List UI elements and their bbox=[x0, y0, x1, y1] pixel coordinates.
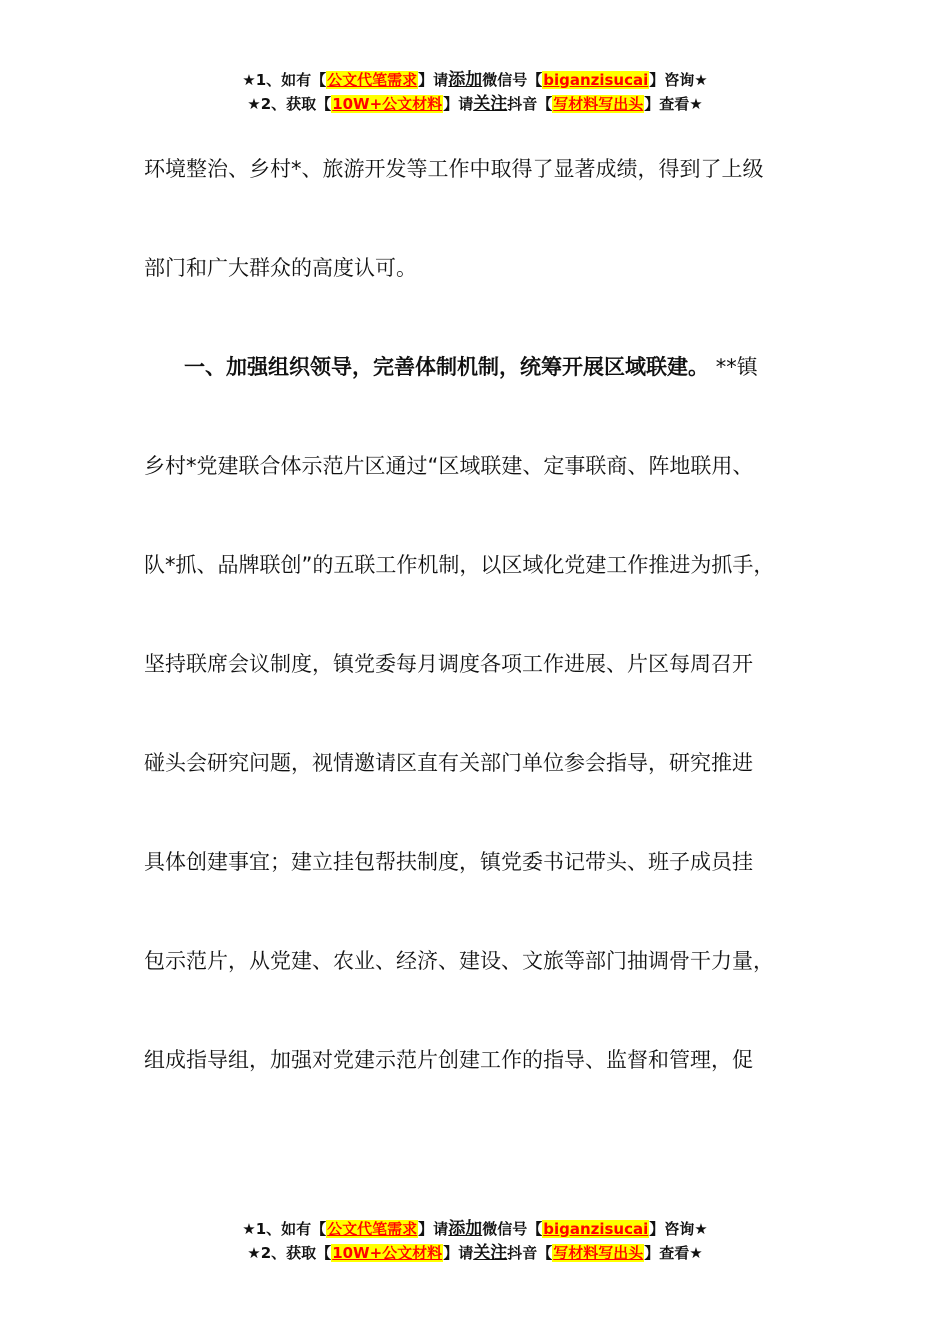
header-promo-banner bbox=[0, 68, 950, 116]
promo-text: 抖音【 bbox=[507, 95, 553, 113]
promo-emphasis: 关注 bbox=[473, 94, 508, 114]
body-line: 队*抓、品牌联创”的五联工作机制，以区域化党建工作推进为抓手， bbox=[144, 553, 775, 577]
body-line: 部门和广大群众的高度认可。 bbox=[144, 256, 417, 280]
promo-text: 】咨询★ bbox=[649, 71, 708, 89]
promo-text: 】请 bbox=[418, 71, 449, 89]
promo-line-1 bbox=[0, 1217, 950, 1241]
promo-text: 】查看★ bbox=[644, 95, 703, 113]
promo-emphasis: 添加 bbox=[448, 70, 483, 90]
section-heading: 一、加强组织领导，完善体制机制，统筹开展区域联建。 bbox=[184, 355, 709, 379]
body-line: 坚持联席会议制度，镇党委每月调度各项工作进展、片区每周召开 bbox=[144, 652, 753, 676]
promo-text: ★2、获取【 bbox=[247, 1244, 332, 1262]
promo-line-1 bbox=[0, 68, 950, 92]
body-line: 具体创建事宜；建立挂包帮扶制度，镇党委书记带头、班子成员挂 bbox=[144, 850, 753, 874]
body-line: 环境整治、乡村*、旅游开发等工作中取得了显著成绩，得到了上级 bbox=[144, 157, 764, 181]
promo-highlight-wechat: biganzisucai bbox=[543, 1220, 649, 1238]
promo-highlight-douyin: 写材料写出头 bbox=[553, 1244, 644, 1262]
body-line: 碰头会研究问题，视情邀请区直有关部门单位参会指导，研究推进 bbox=[144, 751, 753, 775]
promo-text: 】请 bbox=[443, 95, 474, 113]
promo-text: ★2、获取【 bbox=[247, 95, 332, 113]
promo-text: 】咨询★ bbox=[649, 1220, 708, 1238]
promo-text: ★1、如有【 bbox=[242, 1220, 327, 1238]
promo-highlight-service: 公文代笔需求 bbox=[327, 1220, 418, 1238]
promo-text: 】请 bbox=[443, 1244, 474, 1262]
promo-text: ★1、如有【 bbox=[242, 71, 327, 89]
promo-highlight-wechat: biganzisucai bbox=[543, 71, 649, 89]
promo-emphasis: 添加 bbox=[448, 1219, 483, 1239]
body-line: 乡村*党建联合体示范片区通过“区域联建、定事联商、阵地联用、 bbox=[144, 454, 754, 478]
promo-text: 】请 bbox=[418, 1220, 449, 1238]
promo-line-2 bbox=[0, 1241, 950, 1265]
body-line: 包示范片，从党建、农业、经济、建设、文旅等部门抽调骨干力量， bbox=[144, 949, 774, 973]
promo-emphasis: 关注 bbox=[473, 1243, 508, 1263]
promo-text: 】查看★ bbox=[644, 1244, 703, 1262]
body-line: 组成指导组，加强对党建示范片创建工作的指导、监督和管理，促 bbox=[144, 1048, 753, 1072]
promo-highlight-materials: 10W+公文材料 bbox=[332, 95, 443, 113]
promo-highlight-douyin: 写材料写出头 bbox=[553, 95, 644, 113]
footer-promo-banner bbox=[0, 1217, 950, 1265]
document-body bbox=[144, 120, 834, 1110]
promo-line-2 bbox=[0, 92, 950, 116]
promo-text: 微信号【 bbox=[482, 71, 543, 89]
promo-highlight-materials: 10W+公文材料 bbox=[332, 1244, 443, 1262]
promo-text: 抖音【 bbox=[507, 1244, 553, 1262]
body-text: **镇 bbox=[715, 355, 758, 379]
promo-text: 微信号【 bbox=[482, 1220, 543, 1238]
section-heading-line bbox=[144, 318, 834, 417]
promo-highlight-service: 公文代笔需求 bbox=[327, 71, 418, 89]
